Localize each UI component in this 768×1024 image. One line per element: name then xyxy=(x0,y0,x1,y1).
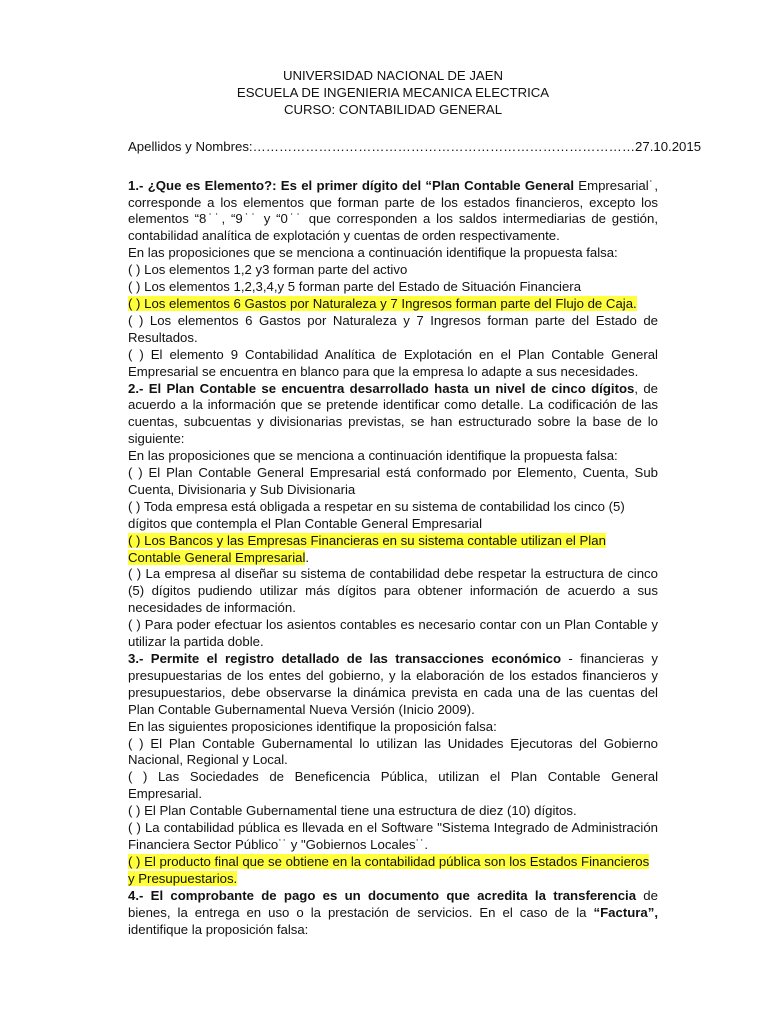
question-2-option-tail: . xyxy=(305,549,310,565)
question-3-instruction: En las siguientes proposiciones identifique la proposición falsa: xyxy=(128,718,497,734)
question-1-option-highlighted: ( ) Los elementos 6 Gastos por Naturaleza y 7 Ingresos forman parte del Flujo de Caja. xyxy=(128,295,637,311)
school-name: ESCUELA DE INGENIERIA MECANICA ELECTRICA xyxy=(236,84,550,100)
question-2-statement xyxy=(128,381,658,449)
document-header xyxy=(128,68,658,119)
university-name: UNIVERSIDAD NACIONAL DE JAEN xyxy=(282,68,504,83)
question-2-option: ( ) Toda empresa está obligada a respetar en su sistema de contabilidad los cinco (5) dígitos que contempla el Plan Contable General Empresarial xyxy=(128,498,625,531)
question-2-instruction: En las proposiciones que se menciona a continuación identifique la propuesta falsa: xyxy=(128,448,618,464)
question-3-option-highlighted: ( ) El producto final que se obtiene en la contabilidad pública son los Estados Financieros y Presupuestarios. xyxy=(128,853,650,886)
question-4-factura: “Factura”, xyxy=(593,904,658,920)
question-1-text: Empresarial˙, corresponde a los elementos que forman parte de los estados financieros, excepto los elementos “8˙˙, “9˙˙ y “0˙˙ que corresponden a los saldos intermediarias de gestión, contabilidad analítica de explotación y cuentas de orden respectivamente. xyxy=(128,177,658,244)
student-name-label: Apellidos y Nombres: xyxy=(128,138,253,154)
question-1-option: ( ) El elemento 9 Contabilidad Analítica de Explotación en el Plan Contable General Empresarial se encuentra en blanco para que la empresa lo adapte a sus necesidades. xyxy=(128,346,658,379)
question-4-text-end: identifique la proposición falsa: xyxy=(128,921,309,937)
question-2-option-highlighted: ( ) Los Bancos y las Empresas Financieras en su sistema contable utilizan el Plan Contable General Empresarial xyxy=(128,532,606,565)
question-3-option: ( ) La contabilidad pública es llevada en el Software "Sistema Integrado de Administración Financiera Sector Público˙˙ y "Gobiernos Locales˙˙. xyxy=(128,820,658,852)
question-1-option: ( ) Los elementos 6 Gastos por Naturaleza y 7 Ingresos forman parte del Estado de Resultados. xyxy=(128,312,658,345)
question-4-text: de bienes, la entrega en uso o la prestación de servicios. En el caso de la xyxy=(128,887,658,920)
question-1-statement xyxy=(128,178,658,246)
question-1-option: ( ) Los elementos 1,2 y3 forman parte del activo xyxy=(128,262,408,278)
question-4-statement xyxy=(128,888,658,939)
question-1-bold: 1.- ¿Que es Elemento?: Es el primer dígito del “Plan Contable General xyxy=(128,177,574,193)
question-3-text: - financieras y presupuestarias de los entes del gobierno, y la elaboración de los estados financieros y presupuestarios, debe observarse la dinámica prevista en cada una de las cuentas del Plan Contable Gubernamental Nueva Versión (Inicio 2009). xyxy=(128,651,658,717)
question-2-option: ( ) El Plan Contable General Empresarial está conformado por Elemento, Cuenta, Sub Cuenta, Divisionaria y Sub Divisionaria xyxy=(128,465,658,497)
student-name-line xyxy=(128,138,702,156)
question-3-bold: 3.- Permite el registro detallado de las transacciones económico xyxy=(128,651,562,666)
question-3-option: ( ) El Plan Contable Gubernamental tiene una estructura de diez (10) dígitos. xyxy=(128,803,577,819)
question-1-option: ( ) Los elementos 1,2,3,4,y 5 forman parte del Estado de Situación Financiera xyxy=(128,279,582,295)
course-name: CURSO: CONTABILIDAD GENERAL xyxy=(283,101,503,117)
exam-date: 27.10.2015 xyxy=(635,138,702,154)
question-2-option: ( ) Para poder efectuar los asientos contables es necesario contar con un Plan Contable y utilizar la partida doble. xyxy=(128,617,658,650)
question-2-text: , de acuerdo a la información que se pretende identificar como detalle. La codificación de las cuentas, subcuentas y divisionarias previstas, se han estructurado sobre la base de lo siguiente: xyxy=(128,380,659,447)
question-4-bold: 4.- El comprobante de pago es un documento que acredita la transferencia xyxy=(128,887,637,903)
question-3-statement xyxy=(128,651,658,719)
question-3-option: ( ) El Plan Contable Gubernamental lo utilizan las Unidades Ejecutoras del Gobierno Nacional, Regional y Local. xyxy=(128,735,658,768)
question-3-option: ( ) Las Sociedades de Beneficencia Pública, utilizan el Plan Contable General Empresarial. xyxy=(128,769,658,802)
student-name-blank: …………………………………………………………………………… xyxy=(252,138,636,154)
question-1-instruction: En las proposiciones que se menciona a continuación identifique la propuesta falsa: xyxy=(128,245,618,261)
question-2-bold: 2.- El Plan Contable se encuentra desarrollado hasta un nivel de cinco dígitos xyxy=(128,380,635,396)
question-2-option: ( ) La empresa al diseñar su sistema de contabilidad debe respetar la estructura de cinco (5) dígitos pudiendo utilizar más dígitos para obtener información de acuerdo a sus necesidades de información. xyxy=(128,566,658,616)
